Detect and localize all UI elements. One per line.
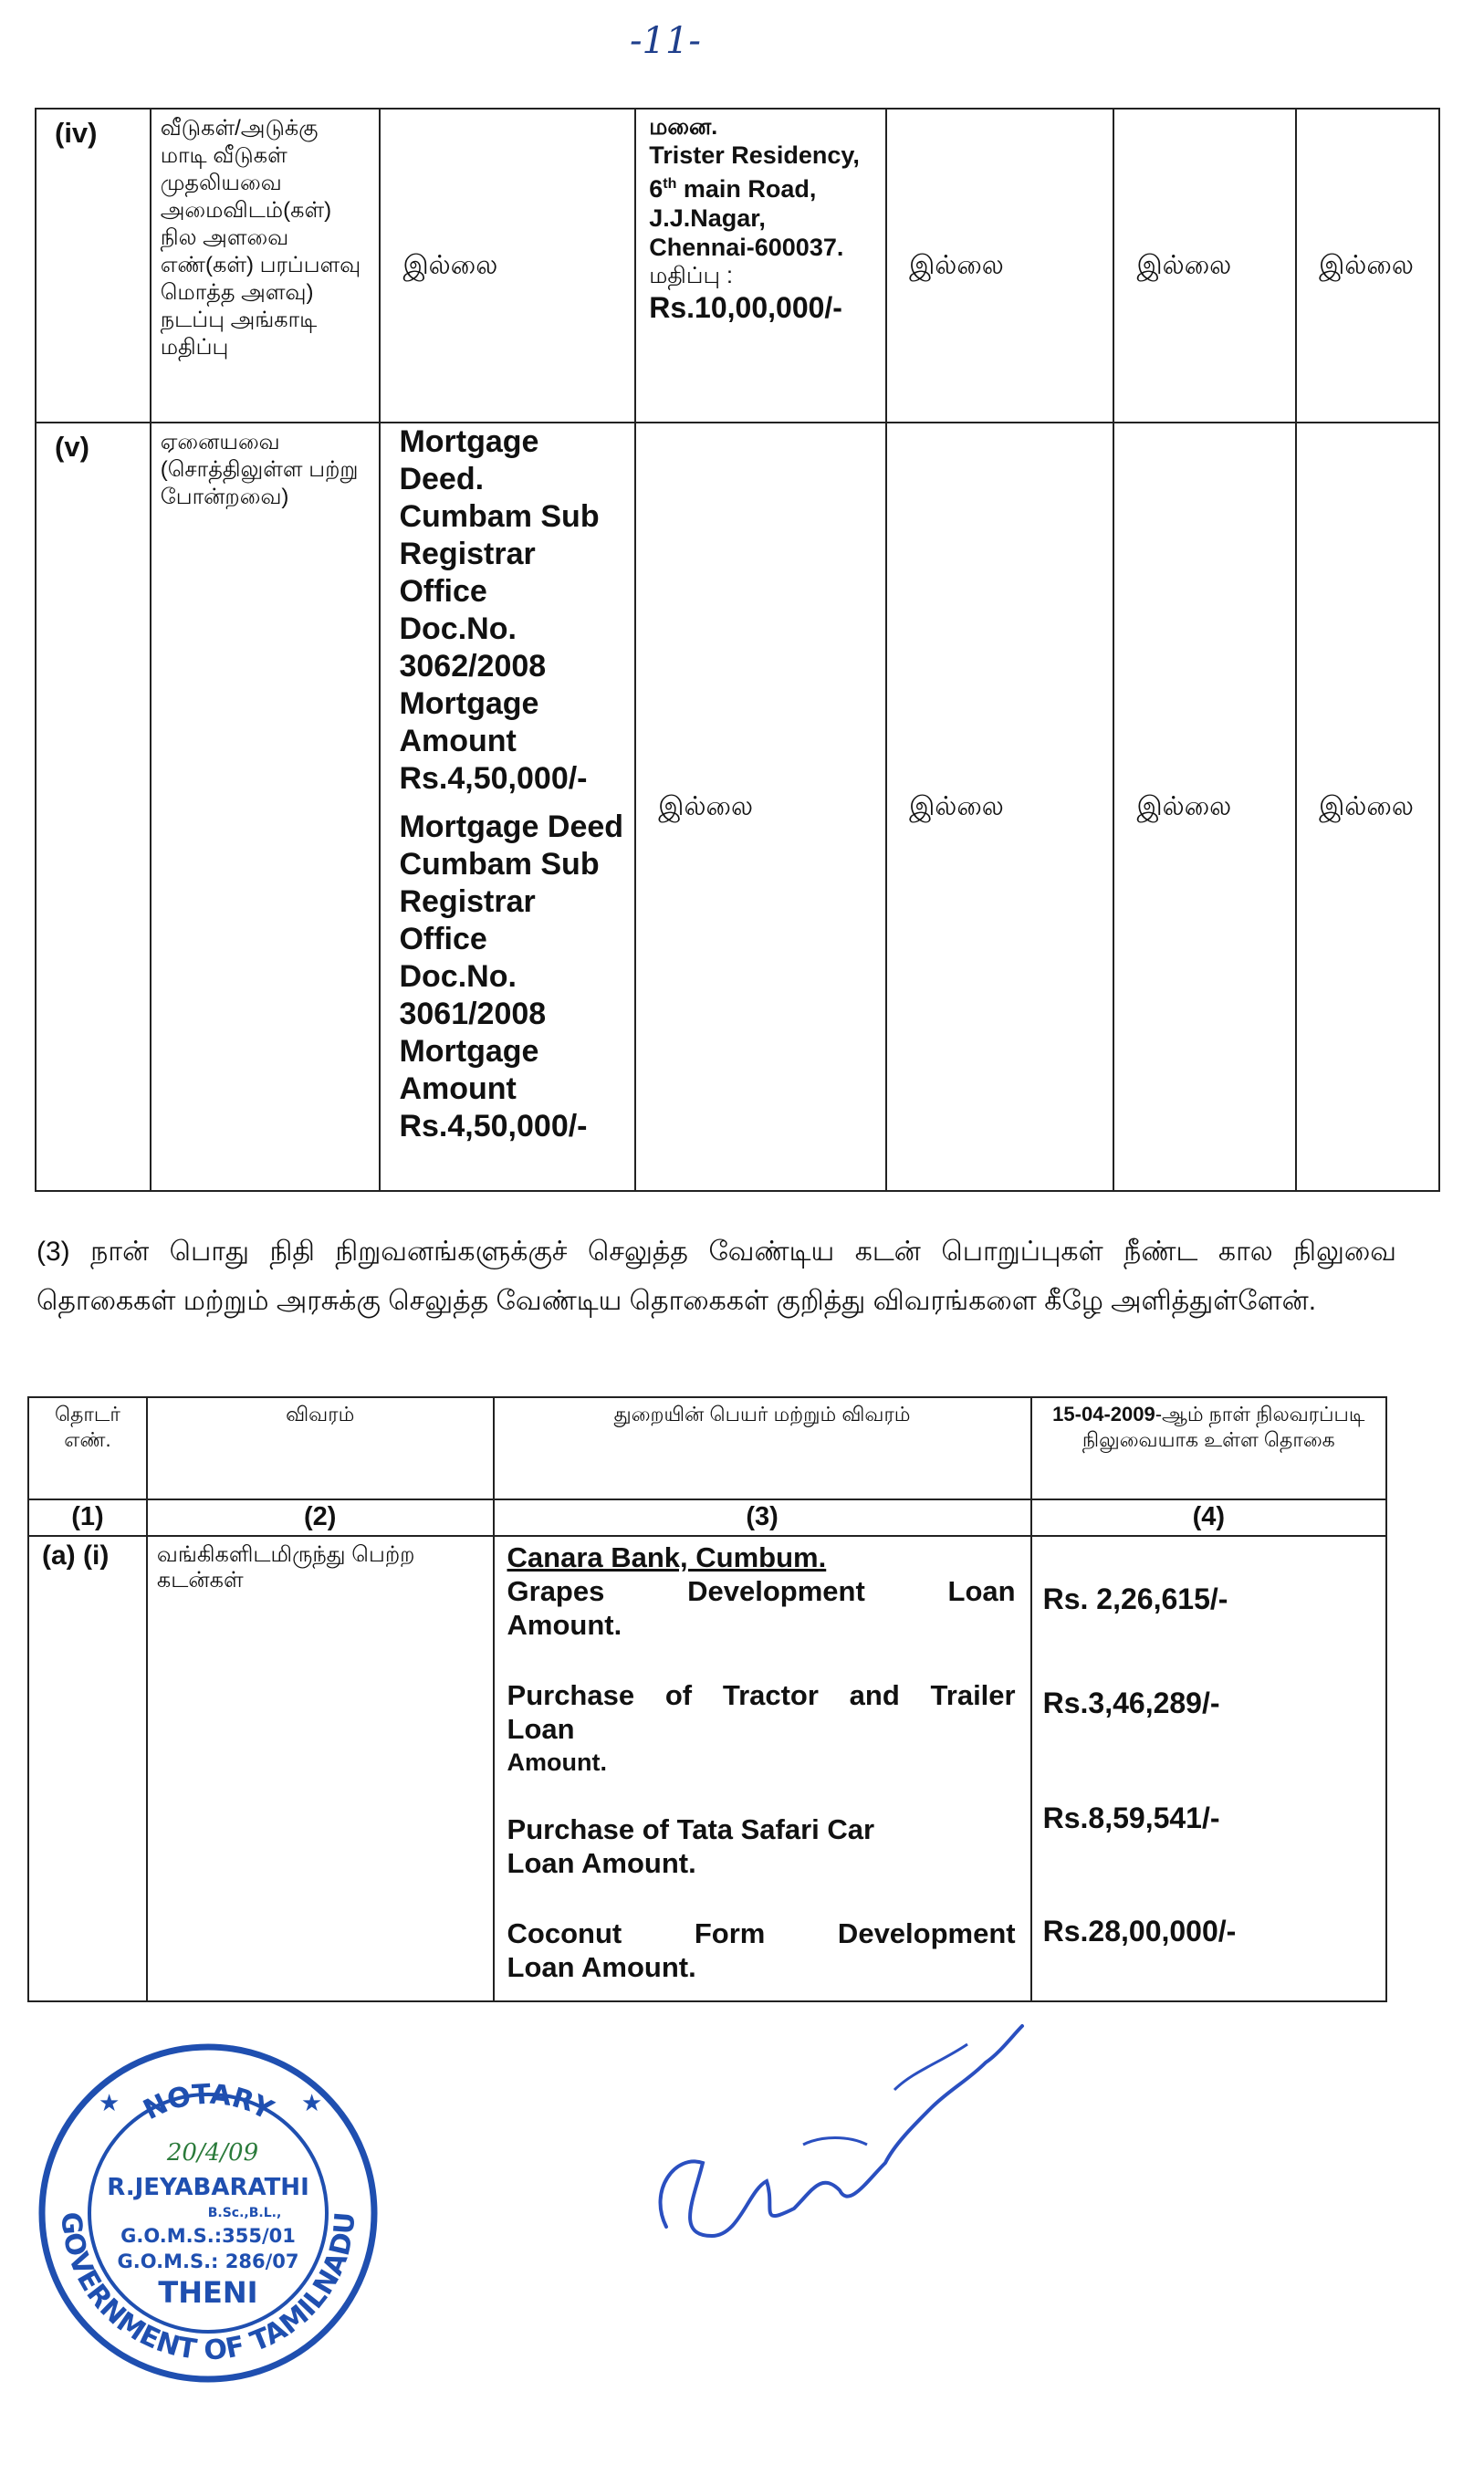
row-label: (iv) [36,109,151,423]
property-details [635,109,886,423]
row-description: வங்கிகளிடமிருந்து பெற்ற கடன்கள் [147,1536,494,2001]
address-line: J.J.Nagar, [649,204,766,232]
assets-table [35,108,1440,1192]
cell-value: இல்லை [1113,109,1296,423]
column-number: (2) [147,1499,494,1536]
column-header: துறையின் பெயர் மற்றும் விவரம் [494,1397,1031,1499]
liabilities-table [27,1396,1387,2002]
address-line: Chennai-600037. [649,234,844,261]
loan-line: Grapes Development Loan [507,1575,1016,1607]
svg-text:★: ★ [99,2089,120,2116]
svg-text:THENI: THENI [158,2275,258,2310]
table-row [36,109,1439,423]
notary-stamp [35,2040,381,2386]
mortgage-block-1: Mortgage Deed. Cumbam Sub Registrar Office Doc.No. 3062/2008 Mortgage Amount Rs.4,50,000/- [399,424,600,796]
address-line: Trister Residency, [649,141,860,169]
bank-name: Canara Bank, Cumbum. [507,1541,827,1573]
svg-text:G.O.M.S.: 286/07: G.O.M.S.: 286/07 [117,2250,299,2272]
loan-line: Amount. [507,1609,622,1641]
loan-amount: Rs.8,59,541/- [1042,1801,1220,1834]
row-label: (v) [36,423,151,1191]
row-label: (a) (i) [28,1536,147,2001]
row-description: ஏனையவை (சொத்திலுள்ள பற்று போன்றவை) [151,423,381,1191]
table-header-row [28,1397,1386,1499]
loan-line: Amount. [507,1749,607,1776]
svg-text:NOTARY: NOTARY [138,2078,278,2127]
svg-text:20/4/09: 20/4/09 [166,2139,259,2167]
cell-value: இல்லை [886,109,1113,423]
svg-text:GOVERNMENT OF TAMILNADU: GOVERNMENT OF TAMILNADU [54,2210,362,2367]
loan-line: Loan Amount. [507,1951,696,1983]
cell-value: இல்லை [1296,423,1439,1191]
column-number: (4) [1031,1499,1386,1536]
loan-line: Loan Amount. [507,1847,696,1879]
loan-amount: Rs.3,46,289/- [1042,1687,1220,1719]
column-number: (3) [494,1499,1031,1536]
value-label: மதிப்பு : [649,263,733,288]
svg-text:B.Sc.,B.L.,: B.Sc.,B.L., [207,2206,282,2220]
address-line: 6th main Road, [649,175,817,203]
table-row [36,423,1439,1191]
loan-amount: Rs. 2,26,615/- [1042,1582,1228,1615]
svg-text:G.O.M.S.:355/01: G.O.M.S.:355/01 [120,2225,296,2247]
loan-line: Coconut Form Development [507,1917,1016,1949]
cell-value: இல்லை [380,109,635,423]
loan-amounts [1031,1536,1386,2001]
loan-line: Purchase of Tractor and Trailer [507,1679,1016,1711]
cell-value: இல்லை [886,423,1113,1191]
liabilities-paragraph: (3) நான் பொது நிதி நிறுவனங்களுக்குச் செலுத்த வேண்டிய கடன் பொறுப்புகள் நீண்ட கால நிலுவை தொகைகள் மற்றும் அரசுக்கு செலுத்த வேண்டிய தொகைகள் குறித்து விவரங்களை கீழே அளித்துள்ளேன். [37,1237,1396,1316]
loan-line: Purchase of Tata Safari Car [507,1813,875,1845]
column-header: 15-04-2009-ஆம் நாள் நிலவரப்படி நிலுவையாக உள்ள தொகை [1031,1397,1386,1499]
table-row [28,1536,1386,2001]
svg-text:R.JEYABARATHI: R.JEYABARATHI [107,2174,309,2201]
value-amount: Rs.10,00,000/- [649,291,842,324]
column-header: விவரம் [147,1397,494,1499]
column-header: தொடர் எண். [28,1397,147,1499]
bank-loans [494,1536,1031,2001]
page-number: -11- [630,20,701,62]
loan-amount: Rs.28,00,000/- [1042,1915,1237,1948]
mortgage-block-2: Mortgage Deed Cumbam Sub Registrar Office Doc.No. 3061/2008 Mortgage Amount Rs.4,50,000/- [399,809,624,1144]
cell-value: இல்லை [1113,423,1296,1191]
signature [639,2008,1059,2291]
cell-value: இல்லை [635,423,886,1191]
row-description: வீடுகள்/அடுக்கு மாடி வீடுகள் முதலியவை அமைவிடம்(கள்) நில அளவை எண்(கள்) பரப்பளவு மொத்த அளவு) நடப்பு அங்காடி மதிப்பு [151,109,381,423]
mortgage-details [380,423,635,1191]
property-type: மனை. [649,114,718,140]
column-number-row [28,1499,1386,1536]
column-number: (1) [28,1499,147,1536]
loan-line: Loan [507,1713,575,1745]
svg-text:★: ★ [301,2089,323,2116]
cell-value: இல்லை [1296,109,1439,423]
